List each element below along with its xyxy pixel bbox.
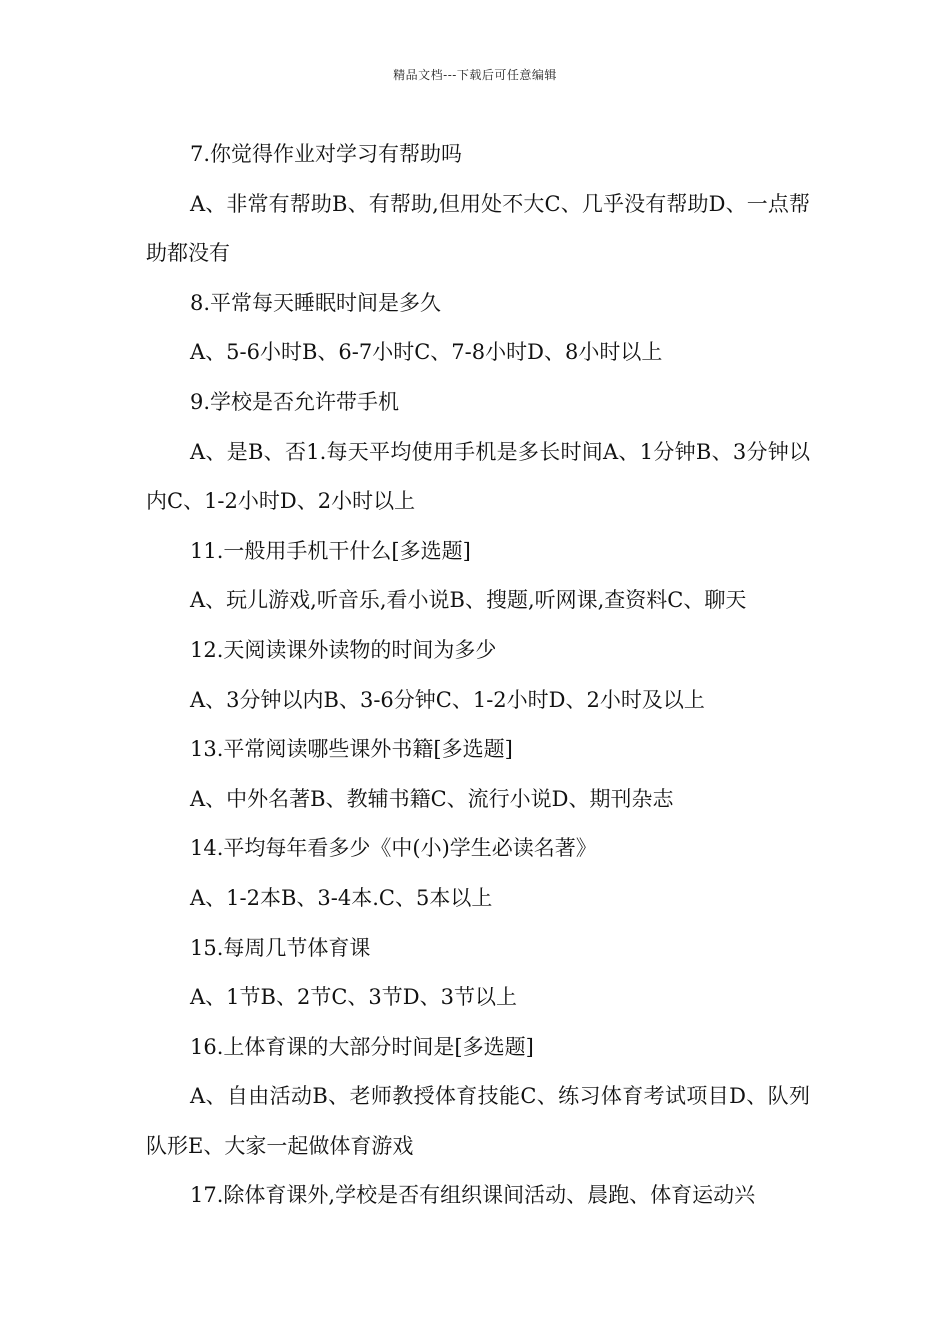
question-7: 7.你觉得作业对学习有帮助吗 xyxy=(190,142,463,166)
question-9: 9.学校是否允许带手机 xyxy=(190,389,400,414)
options-13: A、中外名著B、教辅书籍C、流行小说D、期刊杂志 xyxy=(190,786,674,811)
document-body xyxy=(146,130,810,1221)
options-14: A、1-2本B、3-4本.C、5本以上 xyxy=(190,885,493,910)
question-17: 17.除体育课外,学校是否有组织课间活动、晨跑、体育运动兴 xyxy=(190,1183,756,1208)
options-7: A、非常有帮助B、有帮助,但用处不大C、几乎没有帮助D、一点帮助都没有 xyxy=(146,191,810,266)
options-9: A、是B、否1.每天平均使用手机是多长时间A、1分钟B、3分钟以内C、1-2小时D、2小时以上 xyxy=(146,439,810,514)
question-15: 15.每周几节体育课 xyxy=(190,935,371,960)
options-15: A、1节B、2节C、3节D、3节以上 xyxy=(190,985,517,1010)
options-11: A、玩儿游戏,听音乐,看小说B、搜题,听网课,查资料C、聊天 xyxy=(190,588,747,613)
question-12: 12.天阅读课外读物的时间为多少 xyxy=(190,637,497,662)
page-header: 精品文档---下载后可任意编辑 xyxy=(393,68,557,82)
options-12: A、3分钟以内B、3-6分钟C、1-2小时D、2小时及以上 xyxy=(190,687,705,712)
question-11: 11.一般用手机干什么[多选题] xyxy=(190,538,471,563)
question-14: 14.平均每年看多少《中(小)学生必读名著》 xyxy=(190,836,597,861)
question-16: 16.上体育课的大部分时间是[多选题] xyxy=(190,1034,534,1059)
options-16: A、自由活动B、老师教授体育技能C、练习体育考试项目D、队列队形E、大家一起做体育游戏 xyxy=(146,1084,810,1158)
question-13: 13.平常阅读哪些课外书籍[多选题] xyxy=(190,737,513,762)
question-8: 8.平常每天睡眠时间是多久 xyxy=(190,290,442,315)
options-8: A、5-6小时B、6-7小时C、7-8小时D、8小时以上 xyxy=(190,340,663,365)
